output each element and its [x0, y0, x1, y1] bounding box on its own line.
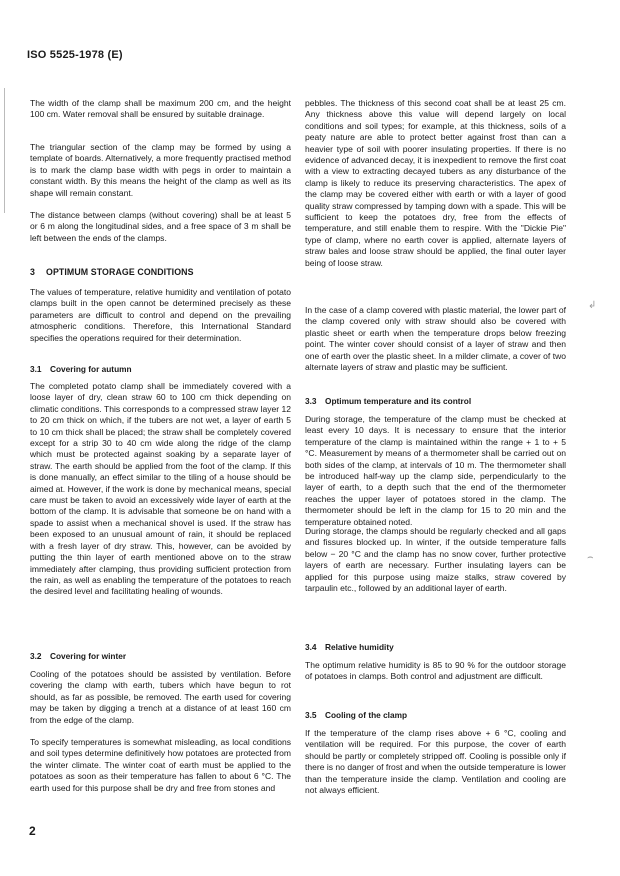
section-heading-3-3: [305, 396, 471, 406]
scan-mark: ↲: [588, 300, 597, 311]
section-number: 3.3: [305, 396, 317, 406]
paragraph: To specify temperatures is somewhat misleading, as local conditions and soil types determine definitively how potatoes are protected from the winter climate. The winter coat of earth must be applied to the potatoes as soon as their temperature has fallen to about 6 °C. The earth used for this purpose shall be dry and free from stones and: [30, 737, 291, 793]
section-title: Cooling of the clamp: [325, 710, 408, 720]
section-number: 3: [30, 267, 35, 277]
document-header: ISO 5525-1978 (E): [27, 49, 123, 61]
paragraph: The values of temperature, relative humidity and ventilation of potato clamps built in the open cannot be determined precisely as these parameters are difficult to control and depend on the prevailing atmospheric conditions. Therefore, this International Standard specifies the operations required for their determination.: [30, 287, 291, 343]
paragraph: During storage, the clamps should be regularly checked and all gaps and fissures blocked up. In winter, if the outside temperature falls below − 20 °C and the clamp has no snow cover, further protective layers of earth are necessary. Further insulating layers can be applied for this purpose using maize stalks, straw covered by tarpaulin etc., followed by an additional layer of earth.: [305, 526, 566, 594]
section-heading-3-2: [30, 651, 126, 661]
section-title: Covering for winter: [50, 651, 127, 661]
paragraph: In the case of a clamp covered with plastic material, the lower part of the clamp covered only with straw should also be covered with plastic sheet or earth when the temperature drops below freezing point. The winter cover should consist of a layer of straw and then one of earth over the plastic sheet. In a milder climate, a cover of two alternate layers of straw and plastic may be sufficient.: [305, 305, 566, 373]
section-heading-3: [30, 267, 194, 277]
binding-margin-line: [4, 88, 5, 213]
section-title: Optimum temperature and its control: [325, 396, 472, 406]
section-number: 3.5: [305, 710, 317, 720]
section-heading-3-1: [30, 364, 132, 374]
section-number: 3.1: [30, 364, 42, 374]
paragraph: The completed potato clamp shall be immediately covered with a loose layer of dry, clean straw 60 to 100 cm thick depending on climatic conditions. This corresponds to a compressed straw layer 12 to 20 cm thick on which, if the tubers are not wet, a layer of earth 5 to 10 cm thick shall be placed; the straw shall be completely covered except for a strip 30 to 40 cm wide along the ridge of the clamp which must be protected against soaking by a separate layer of straw. The earth should be applied from the foot of the clamp. If this is done manually, an effect similar to the tiling of a house should be aimed at. However, if the work is done by mechanical means, special care must be taken to avoid an excessively wide layer of earth at the bottom of the clamp. It is advisable that someone be on hand with a spade to assist when a mechanical shovel is used. If the straw has been exposed to an unusual amount of rain, it should be replaced with a fresh layer of dry straw. This, however, can be avoided by putting the thin layer of earth mentioned above on to the straw immediately after clamping, thus providing sufficient protection from the rain, as well as enabling the temperature of the potatoes to reach the desired level and facilitating healing of wounds.: [30, 381, 291, 597]
paragraph: Cooling of the potatoes should be assisted by ventilation. Before covering the clamp with earth, tubers which have begun to rot should, as far as possible, be removed. The earth used for covering may be taken by digging a trench at a distance of at least 160 cm from the edge of the clamp.: [30, 669, 291, 725]
paragraph: If the temperature of the clamp rises above + 6 °C, cooling and ventilation will be required. For this purpose, the cover of earth should be partly or completely stripped off. Cooling is possible only if there is no danger of frost and when the outside temperature is lower than the temperature inside the clamp. Ventilation and cooling are not always efficient.: [305, 728, 566, 796]
paragraph: The optimum relative humidity is 85 to 90 % for the outdoor storage of potatoes in clamps. Both control and adjustment are difficult.: [305, 660, 566, 682]
scan-mark: ⌢: [587, 552, 594, 563]
section-number: 3.4: [305, 642, 317, 652]
paragraph: pebbles. The thickness of this second coat shall be at least 25 cm. Any thickness above this value will depend largely on local conditions and soil types; for example, at this thickness, soils of a peaty nature are able to protect better against frost than can a heavier type of soil with poorer insulating properties. If there is no evidence of advanced decay, it is inexpedient to remove the first coat with a view to extracting decayed tubers as any disturbance of the clamp is likely to reduce its preserving characteristics. The apex of the clamp may be covered either with earth or with a layer of good quality straw compressed by tamping down with a spade. This will be sufficient to keep the potatoes dry, free from the effects of temperature, and still enable them to respire. With the "Dickie Pie" type of clamp, where no earth cover is applied, alternate layers of straw bales and loose straw should be applied, the final outer layer being of loose straw.: [305, 98, 566, 268]
section-title: OPTIMUM STORAGE CONDITIONS: [46, 267, 194, 277]
section-heading-3-4: [305, 642, 394, 652]
paragraph: During storage, the temperature of the clamp must be checked at least every 10 days. It is necessary to ensure that the interior temperature of the clamp is maintained within the range + 1 to + 5 °C. Measurement by means of a thermometer shall be carried out on both sides of the clamp, at intervals of 10 m. The thermometer shall be introduced half-way up the clamp side, perpendicularly to the layer of earth, to a depth such that the end of the thermometer reaches the upper layer of potatoes stored in the clamp. The thermometer should be left in the clamp for 15 to 20 min and the temperature obtained noted.: [305, 414, 566, 527]
paragraph: The triangular section of the clamp may be formed by using a template of boards. Alternatively, a more frequently practised method is to mark the clamp base width with pegs in order to maintain a constant width. By this means the height of the clamp as well as its shape will remain constant.: [30, 142, 291, 198]
paragraph: The width of the clamp shall be maximum 200 cm, and the height 100 cm. Water removal shall be ensured by suitable drainage.: [30, 98, 291, 120]
page-number: 2: [29, 824, 36, 838]
section-title: Covering for autumn: [50, 364, 132, 374]
section-number: 3.2: [30, 651, 42, 661]
paragraph: The distance between clamps (without covering) shall be at least 5 or 6 m along the longitudinal sides, and a free space of 3 m shall be left between the ends of the clamps.: [30, 210, 291, 243]
section-title: Relative humidity: [325, 642, 394, 652]
section-heading-3-5: [305, 710, 407, 720]
